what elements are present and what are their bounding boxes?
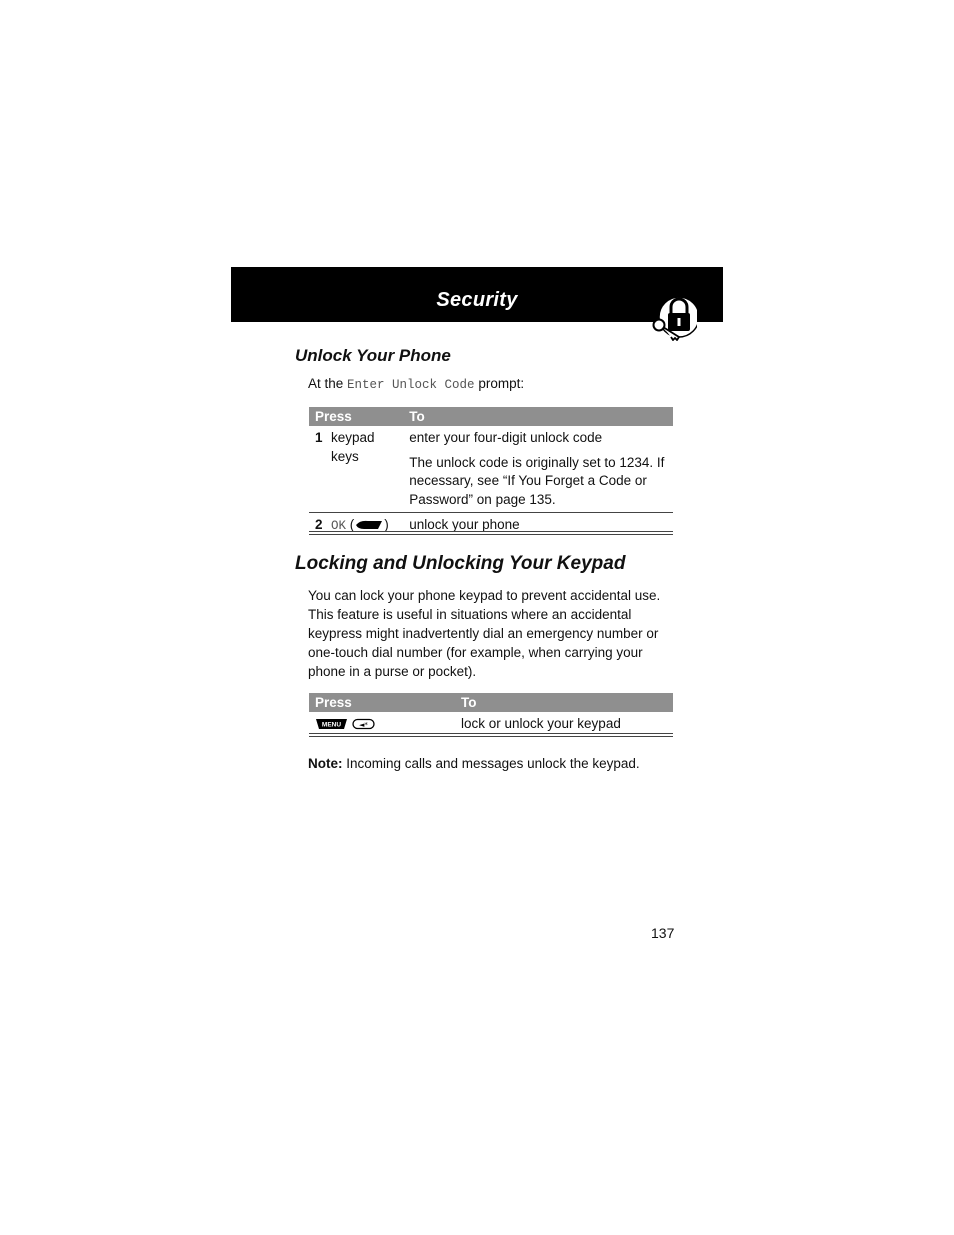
column-header-to: To [403,407,673,426]
table-header [309,693,673,712]
ok-key-label: OK [331,519,347,533]
note [308,756,640,771]
column-header-press: Press [309,693,455,712]
header-bar [231,267,723,322]
lock-and-key-icon [651,293,697,341]
svg-text:MENU: MENU [321,721,342,729]
svg-text:◄*: ◄* [359,721,368,730]
note-text: Incoming calls and messages unlock the keypad. [342,756,640,771]
table-row [309,426,673,513]
page-number: 137 [651,925,675,941]
unlock-intro: At the Enter Unlock Code prompt: [308,376,525,392]
table-rule [309,733,673,734]
to-cell: lock or unlock your keypad [461,716,621,731]
page-title: Security [436,289,518,311]
table-header [309,407,673,426]
to-cell-note: The unlock code is originally set to 1234. If necessary, see “If You Forget a Code or Password” on page 135. [409,454,665,507]
press-cell: keypad keys [331,430,375,464]
menu-key-icon [315,717,375,731]
prompt-text: Enter Unlock Code [347,378,475,392]
step-number: 1 [315,430,323,445]
step-number: 2 [309,513,325,539]
section-heading-keypad: Locking and Unlocking Your Keypad [295,553,626,574]
column-header-to: To [455,693,673,712]
keypad-paragraph: You can lock your phone keypad to prevent accidental use. This feature is useful in situations where an accidental keypress might inadvertently dial an emergency number or one-touch dial number (for example, when carrying your phone in a purse or pocket). [308,588,661,679]
table-rule [309,534,673,535]
unlock-steps-table [309,407,673,539]
section-heading-unlock: Unlock Your Phone [295,346,451,365]
keypad-lock-table [309,693,673,737]
table-rule [309,531,673,532]
to-cell: enter your four-digit unlock code The unlock code is originally set to 1234. If necessary, see “If You Forget a Code or Password” on page 135. [403,426,673,513]
press-cell: OK ( ) [325,513,403,539]
right-soft-key-icon [354,519,384,531]
table-rule [309,736,673,737]
column-header-press: Press [309,407,403,426]
note-label: Note: [308,756,343,771]
to-cell: unlock your phone [403,513,673,539]
